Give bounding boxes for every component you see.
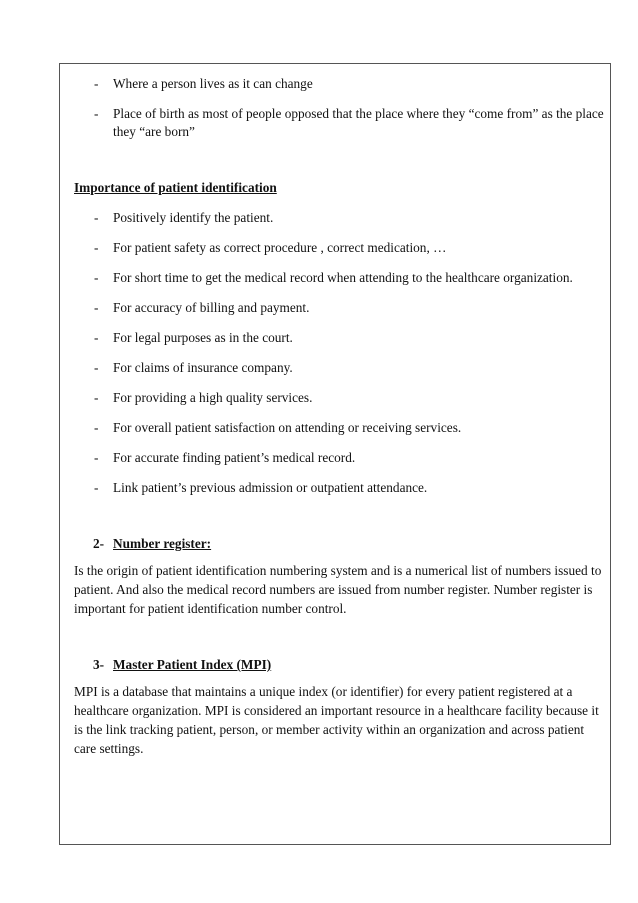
list-item-text: Link patient’s previous admission or outpatient attendance.: [113, 480, 428, 495]
list-item: [74, 419, 606, 437]
list-item: [74, 209, 606, 227]
dash-marker: -: [94, 210, 99, 225]
section-2-paragraph: Is the origin of patient identification numbering system and is a numerical list of numbers issued to patient. And also the medical record numbers are issued from number register. Number register is important for patient identification number control.: [74, 563, 602, 616]
section-3-heading: [74, 656, 606, 674]
dash-marker: -: [94, 76, 99, 91]
list-item-text: For claims of insurance company.: [113, 360, 293, 375]
importance-heading: Importance of patient identification: [74, 180, 277, 195]
section-3-paragraph: MPI is a database that maintains a unique index (or identifier) for every patient registered at a healthcare organization. MPI is considered an important resource in a healthcare facility because it is the link tracking patient, person, or member activity within an organization and across patient care settings.: [74, 684, 599, 756]
list-item-text: For accurate finding patient’s medical record.: [113, 450, 356, 465]
list-item-text: Positively identify the patient.: [113, 210, 274, 225]
list-item: [74, 299, 606, 317]
list-item: [74, 239, 606, 257]
list-item-text: Where a person lives as it can change: [113, 76, 313, 91]
dash-marker: -: [94, 480, 99, 495]
dash-marker: -: [94, 360, 99, 375]
list-item: [74, 269, 606, 287]
section-title: Number register:: [113, 536, 212, 551]
dash-marker: -: [94, 106, 99, 121]
list-item-text: Place of birth as most of people opposed that the place where they “come from” as the place they “are born”: [113, 106, 604, 139]
dash-marker: -: [94, 420, 99, 435]
list-item-text: For patient safety as correct procedure , correct medication, …: [113, 240, 447, 255]
list-item-text: For legal purposes as in the court.: [113, 330, 293, 345]
document-body: [74, 75, 606, 758]
list-item: [74, 389, 606, 407]
section-title: Master Patient Index (MPI): [113, 657, 272, 672]
dash-marker: -: [94, 270, 99, 285]
importance-list: [74, 209, 606, 497]
dash-marker: -: [94, 450, 99, 465]
list-item: [74, 449, 606, 467]
section-2-heading: [74, 535, 606, 553]
list-item: [74, 359, 606, 377]
list-item-text: For providing a high quality services.: [113, 390, 313, 405]
dash-marker: -: [94, 330, 99, 345]
dash-marker: -: [94, 240, 99, 255]
list-item: [74, 75, 606, 93]
section-number: 2-: [93, 536, 105, 551]
list-item: [74, 105, 606, 141]
list-item-text: For accuracy of billing and payment.: [113, 300, 310, 315]
dash-marker: -: [94, 300, 99, 315]
dash-marker: -: [94, 390, 99, 405]
section-number: 3-: [93, 657, 105, 672]
list-item-text: For overall patient satisfaction on attending or receiving services.: [113, 420, 462, 435]
list-item-text: For short time to get the medical record when attending to the healthcare organization.: [113, 270, 573, 285]
list-item: [74, 329, 606, 347]
top-bullet-list: [74, 75, 606, 141]
list-item: [74, 479, 606, 497]
